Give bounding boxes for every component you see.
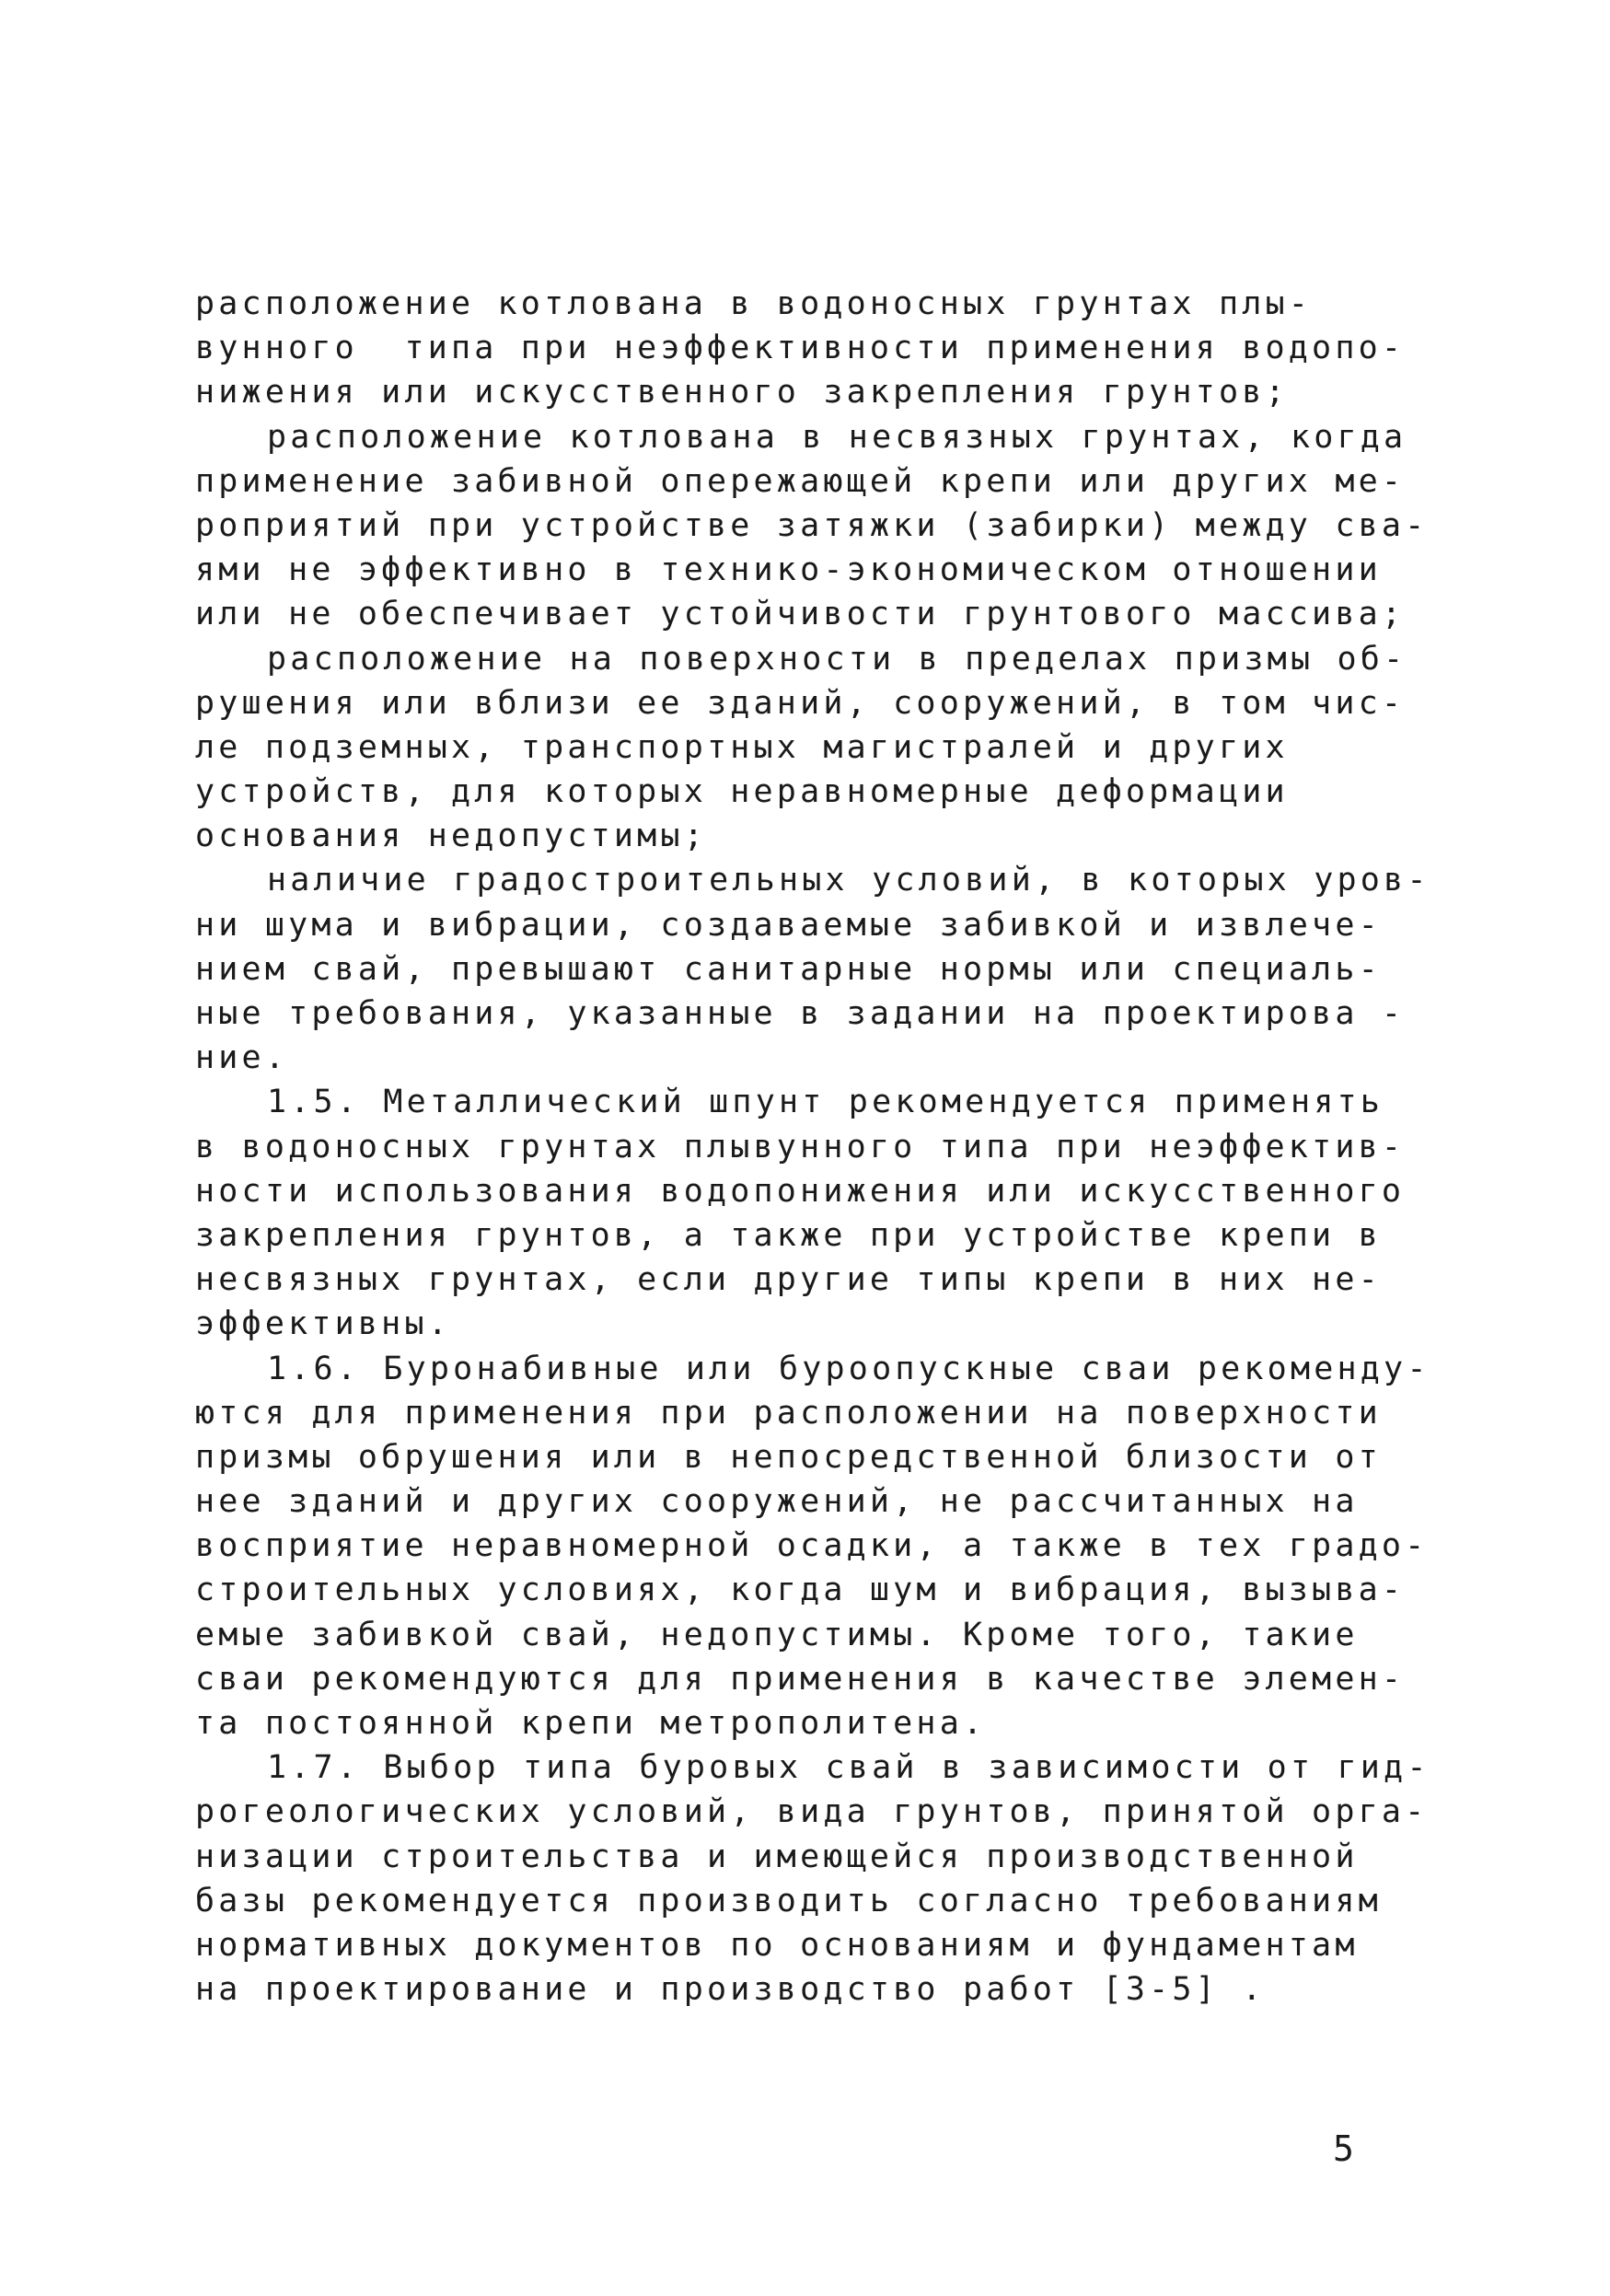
text-line: ные требования, указанные в задании на проектирова - [195,995,1406,1032]
text-line: роприятий при устройстве затяжки (забирки) между сва- [195,506,1429,544]
text-line: нижения или искусственного закрепления грунтов; [195,374,1289,412]
body-text [195,282,1430,2012]
text-line: низации строительства и имеющейся производственной [195,1838,1359,1875]
text-line: 1.5. Металлический шпунт рекомендуется применять [267,1084,1384,1121]
text-line: ются для применения при расположении на поверхности [195,1394,1382,1432]
text-line: призмы обрушения или в непосредственной близости от [195,1438,1382,1476]
text-line: ни шума и вибрации, создаваемые забивкой и извлече- [195,906,1382,944]
text-line: расположение котлована в несвязных грунтах, когда [267,418,1407,456]
text-line: в водоносных грунтах плывунного типа при неэффектив- [195,1128,1406,1165]
text-line: применение забивной опережающей крепи или других ме- [195,462,1406,500]
text-line: нее зданий и других сооружений, не рассчитанных на [195,1483,1359,1521]
text-line: восприятие неравномерной осадки, а также в тех градо- [195,1527,1429,1565]
text-line: расположение котлована в водоносных грунтах плы- [195,285,1313,322]
text-line: ности использования водопонижения или искусственного [195,1172,1406,1210]
text-line: ние. [195,1039,289,1077]
page-number: 5 [1333,2128,1354,2169]
text-line: расположение на поверхности в пределах призмы об- [267,640,1407,678]
text-line: емые забивкой свай, недопустимы. Кроме того, такие [195,1616,1359,1653]
text-line: или не обеспечивает устойчивости грунтового массива; [195,596,1406,633]
text-line: базы рекомендуется производить согласно требованиям [195,1882,1382,1919]
text-line: закрепления грунтов, а также при устройстве крепи в [195,1216,1382,1254]
text-line: та постоянной крепи метрополитена. [195,1705,987,1742]
text-line: на проектирование и производство работ [3-5] . [195,1971,1266,2009]
text-line: рогеологических условий, вида грунтов, принятой орга- [195,1793,1429,1831]
text-line: ями не эффективно в технико-экономическом отношении [195,551,1382,589]
text-line: строительных условиях, когда шум и вибрация, вызыва- [195,1571,1406,1609]
text-line: эффективны. [195,1305,451,1343]
text-line: нием свай, превышают санитарные нормы или специаль- [195,950,1382,988]
text-line: несвязных грунтах, если другие типы крепи в них не- [195,1261,1382,1299]
text-line: основания недопустимы; [195,818,707,855]
text-line: сваи рекомендуются для применения в качестве элемен- [195,1660,1406,1698]
text-line: вунного типа при неэффективности применения водопо- [195,330,1406,367]
text-line: ле подземных, транспортных магистралей и других [195,728,1289,766]
text-line: рушения или вблизи ее зданий, сооружений, в том чис- [195,684,1406,722]
text-line: нормативных документов по основаниям и фундаментам [195,1926,1359,1964]
text-line: 1.6. Буронабивные или буроопускные сваи рекоменду- [267,1350,1430,1387]
text-line: наличие градостроительных условий, в которых уров- [267,862,1430,899]
text-line: устройств, для которых неравномерные деформации [195,773,1289,811]
text-line: 1.7. Выбор типа буровых свай в зависимости от гид- [267,1749,1430,1787]
